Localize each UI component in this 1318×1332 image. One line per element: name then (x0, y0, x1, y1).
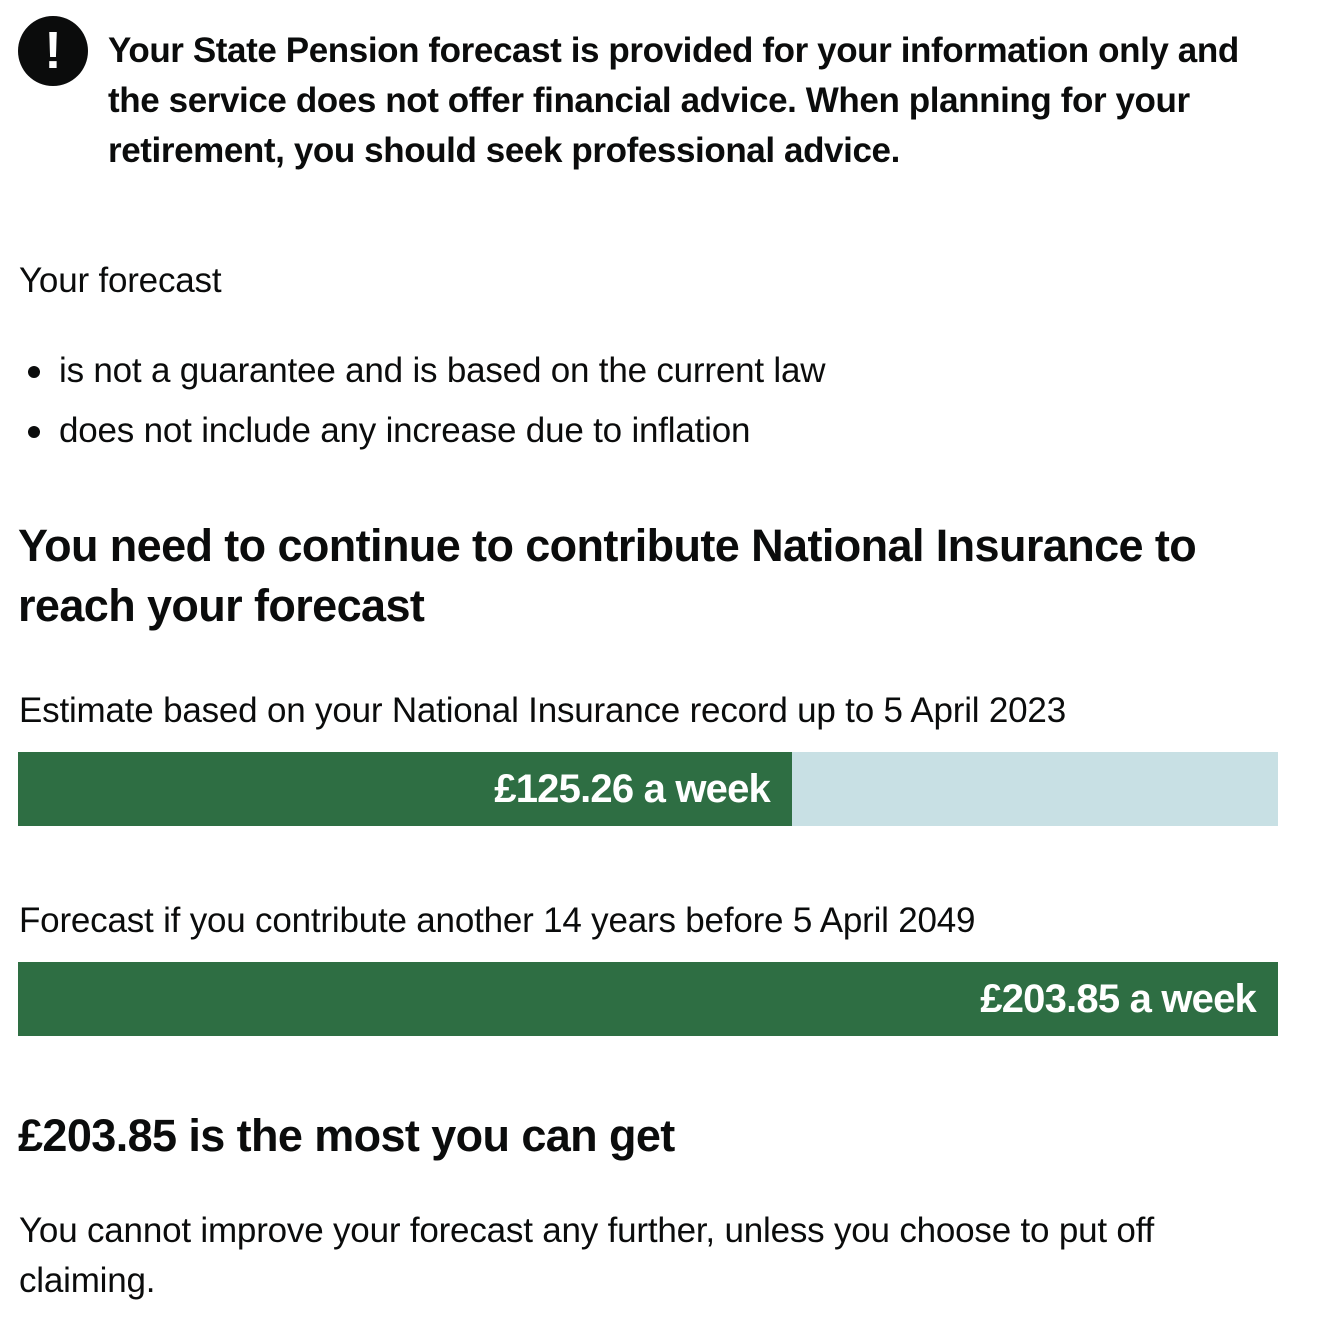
list-item-text: does not include any increase due to inflation (59, 411, 751, 450)
list-item-text: is not a guarantee and is based on the current law (59, 351, 826, 390)
forecast-amount: £203.85 a week (980, 977, 1256, 1021)
contribute-heading: You need to continue to contribute National Insurance to reach your forecast (18, 520, 1197, 631)
bullet-icon (28, 366, 40, 378)
forecast-bar (18, 962, 1278, 1036)
estimate-bar (18, 752, 1278, 826)
estimate-bar-fill (18, 752, 792, 826)
warning-text: Your State Pension forecast is provided for your information only and the service does not offer financial advice. When planning for your retirement, you should seek professional advice. (108, 31, 1239, 170)
max-amount-text: You cannot improve your forecast any further, unless you choose to put off claiming. (19, 1211, 1155, 1300)
estimate-label: Estimate based on your National Insurance record up to 5 April 2023 (19, 691, 1066, 730)
forecast-caveats-list (19, 346, 825, 466)
max-amount-heading: £203.85 is the most you can get (18, 1110, 675, 1161)
estimate-amount: £125.26 a week (494, 767, 770, 811)
forecast-intro: Your forecast (19, 261, 222, 300)
list-item (19, 346, 825, 406)
forecast-bar-fill (18, 962, 1278, 1036)
forecast-label: Forecast if you contribute another 14 years before 5 April 2049 (19, 901, 976, 940)
bullet-icon (28, 426, 40, 438)
list-item (19, 406, 825, 466)
exclamation-icon: ! (18, 16, 88, 86)
